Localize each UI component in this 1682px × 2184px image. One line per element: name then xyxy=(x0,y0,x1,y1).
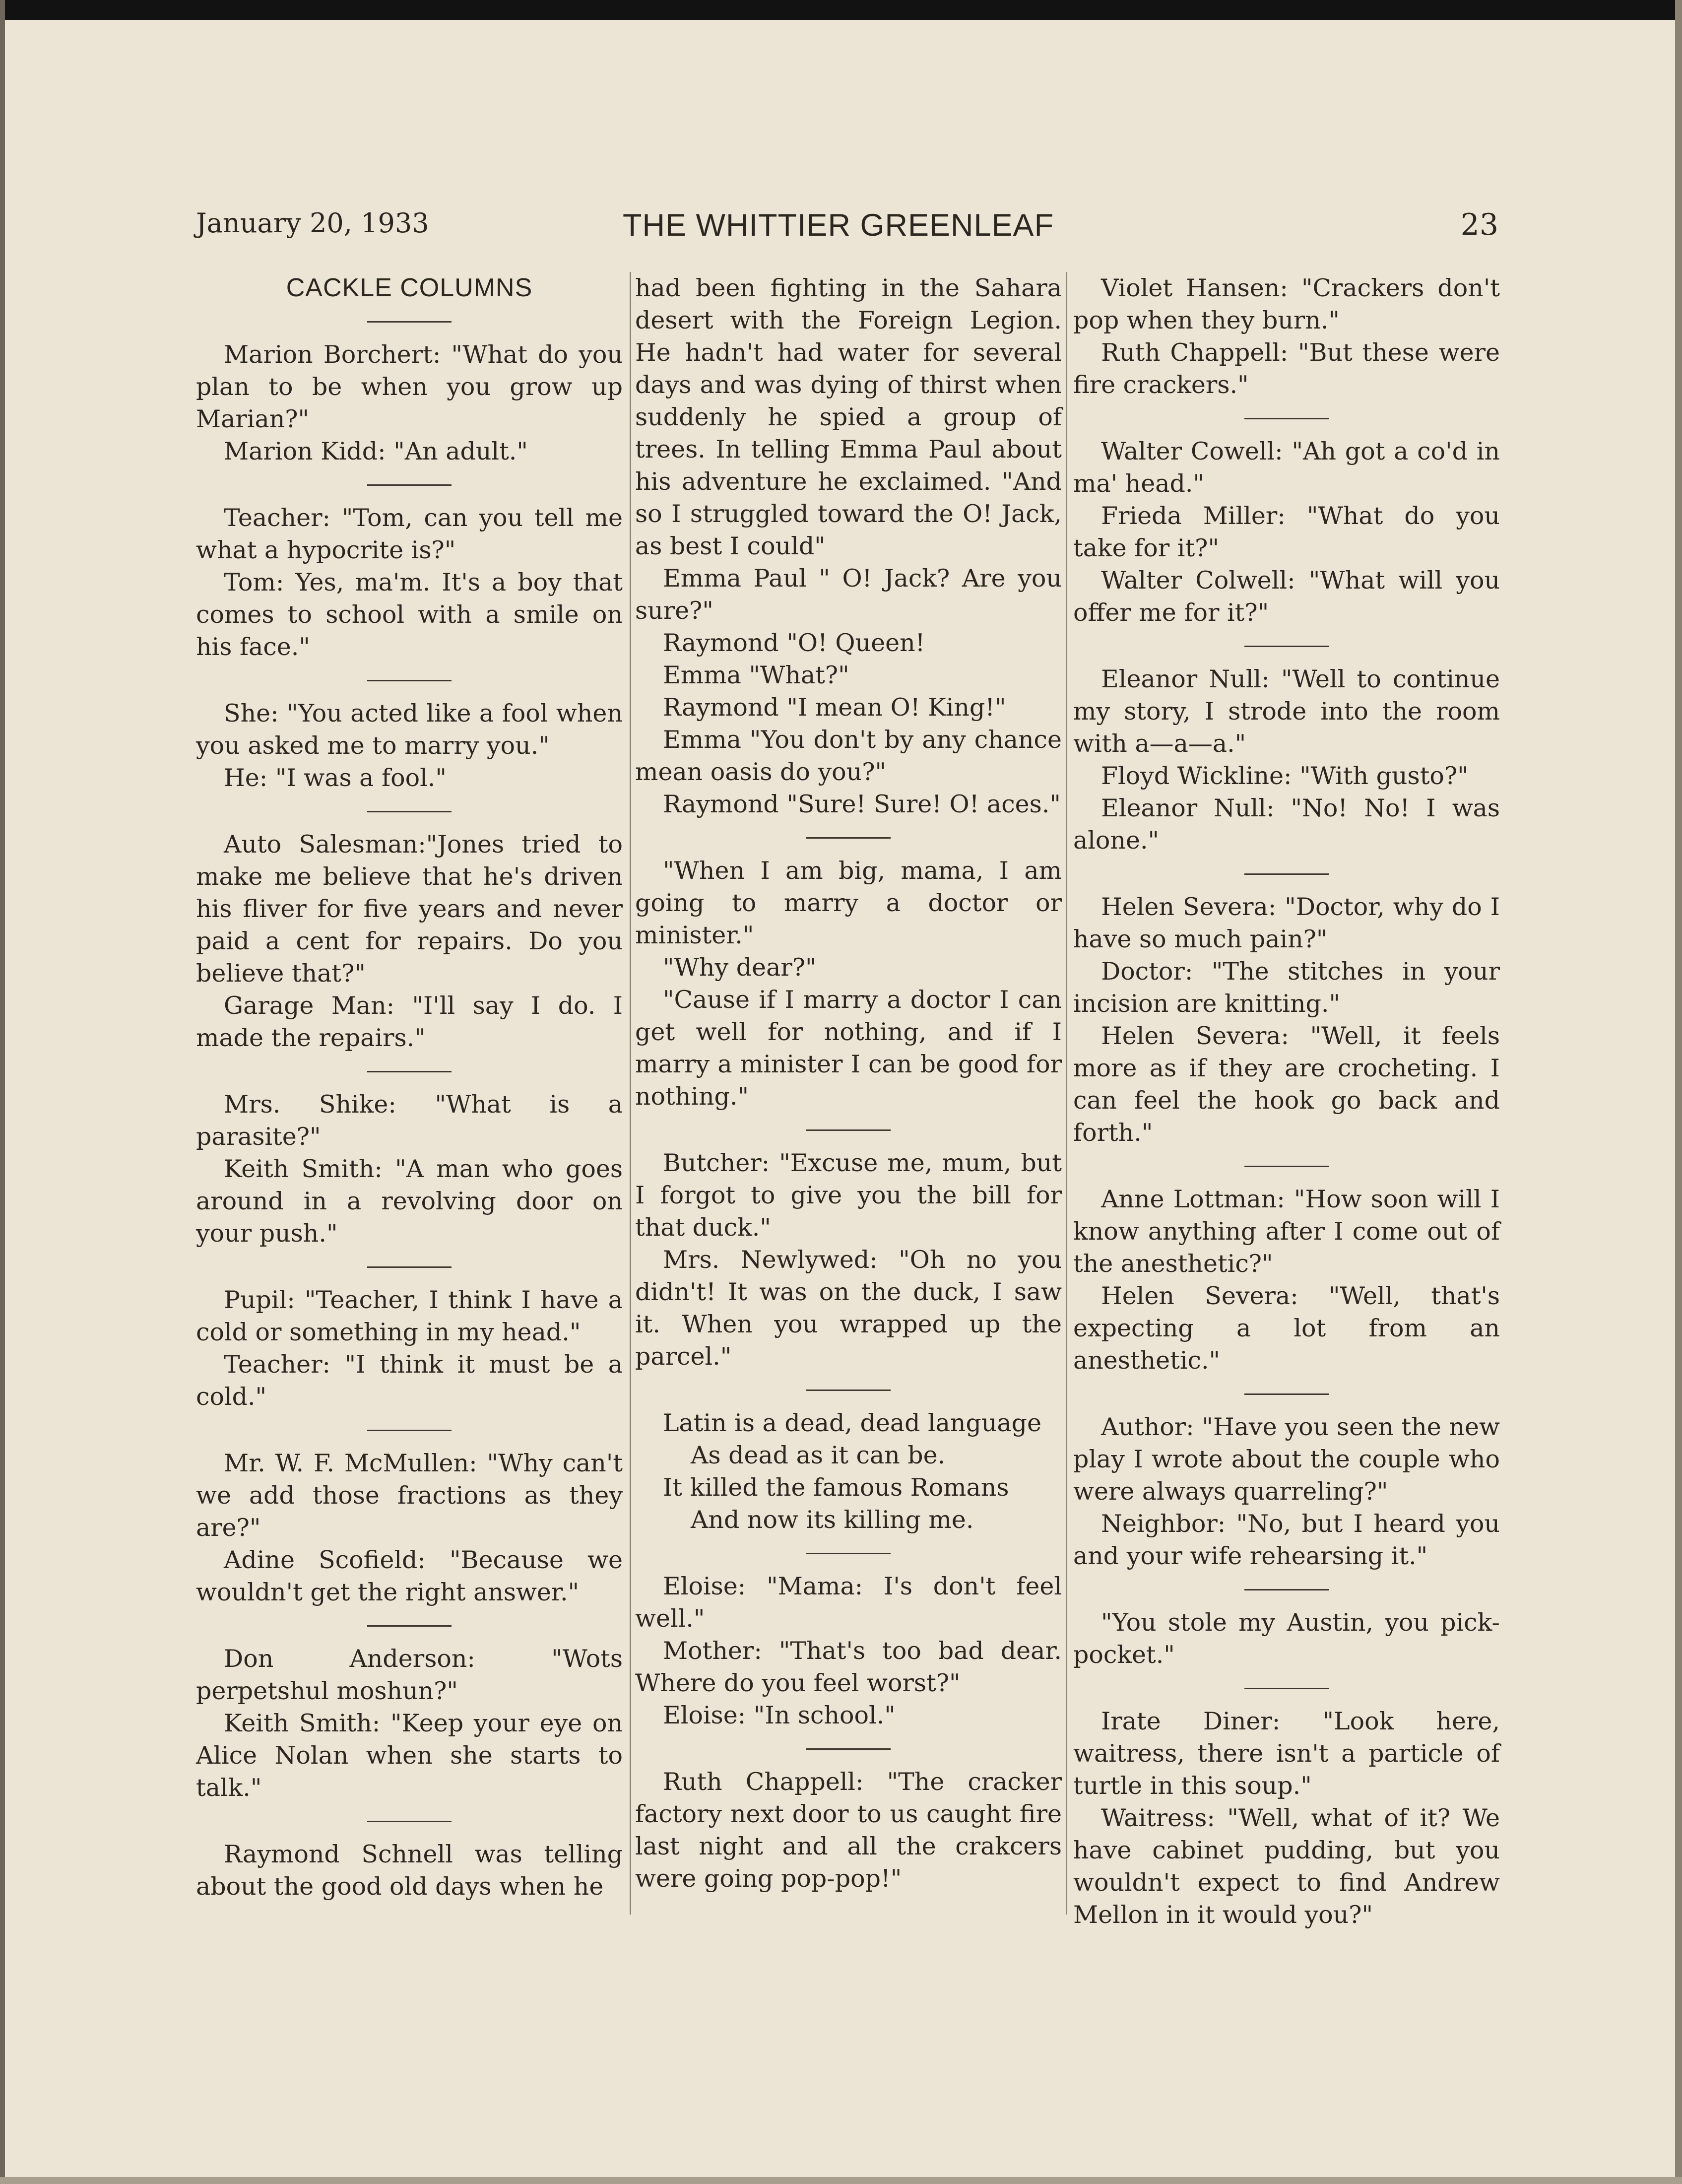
joke-line: Raymond "Sure! Sure! O! aces." xyxy=(663,790,1061,818)
separator-rule xyxy=(367,1430,452,1431)
section-heading: CACKLE COLUMNS xyxy=(286,273,533,302)
page-number: 23 xyxy=(1460,207,1498,242)
joke-line: Teacher: "I think it must be a cold." xyxy=(196,1350,623,1411)
separator-rule xyxy=(806,1390,891,1391)
publication-title: THE WHITTIER GREENLEAF xyxy=(623,208,1054,243)
separator-rule xyxy=(367,1625,452,1627)
joke-line: Tom: Yes, ma'm. It's a boy that comes to school with a smile on his face." xyxy=(196,568,623,661)
joke-line: Doctor: "The stitches in your incision are knitting." xyxy=(1073,957,1500,1018)
joke-line: "You stole my Austin, you pick-pocket." xyxy=(1073,1608,1500,1669)
joke-line: Mother: "That's too bad dear. Where do you feel worst?" xyxy=(635,1637,1062,1697)
column-rule xyxy=(1066,272,1067,1915)
poem-line: Latin is a dead, dead language xyxy=(663,1409,1041,1437)
joke-line: Author: "Have you seen the new play I wrote about the couple who were always quarreling?" xyxy=(1073,1413,1500,1506)
column-3 xyxy=(1073,272,1500,1929)
joke-line: Irate Diner: "Look here, waitress, there isn't a particle of turtle in this soup." xyxy=(1073,1707,1500,1800)
joke-line: Garage Man: "I'll say I do. I made the repairs." xyxy=(196,992,623,1052)
separator-rule xyxy=(367,321,452,323)
joke-line: Raymond "I mean O! King!" xyxy=(663,693,1006,722)
poem-line: It killed the famous Romans xyxy=(663,1473,1009,1502)
column-2 xyxy=(635,272,1062,1929)
joke-line: Raymond Schnell was telling about the good old days when he xyxy=(196,1840,623,1901)
separator-rule xyxy=(1244,646,1329,647)
page-right-edge xyxy=(1675,0,1682,2184)
joke-line: "Cause if I marry a doctor I can get well for nothing, and if I marry a minister I can be good for nothing." xyxy=(635,986,1062,1111)
joke-line: "When I am big, mama, I am going to marry a doctor or minister." xyxy=(635,857,1062,949)
separator-rule xyxy=(1244,418,1329,419)
page-bottom-edge xyxy=(0,2177,1682,2184)
joke-line: Eleanor Null: "No! No! I was alone." xyxy=(1073,794,1500,855)
joke-line: Mrs. Newlywed: "Oh no you didn't! It was on the duck, I saw it. When you wrapped up the parcel." xyxy=(635,1246,1062,1371)
column-rule xyxy=(630,272,631,1915)
joke-line: "Why dear?" xyxy=(663,953,817,982)
joke-line: Eleanor Null: "Well to continue my story, I strode into the room with a—a—a." xyxy=(1073,665,1500,758)
separator-rule xyxy=(367,811,452,812)
separator-rule xyxy=(367,680,452,681)
separator-rule xyxy=(806,837,891,839)
poem-line: And now its killing me. xyxy=(691,1506,974,1534)
column-1 xyxy=(196,272,623,1929)
joke-line: Ruth Chappell: "The cracker factory next door to us caught fire last night and all the crakcers were going pop-pop!" xyxy=(635,1768,1062,1893)
separator-rule xyxy=(806,1129,891,1131)
joke-line: Keith Smith: "Keep your eye on Alice Nolan when she starts to talk." xyxy=(196,1709,623,1802)
joke-line: Helen Severa: "Well, it feels more as if they are crocheting. I can feel the hook go back and forth." xyxy=(1073,1022,1500,1147)
joke-line: Floyd Wickline: "With gusto?" xyxy=(1101,762,1469,790)
joke-line: Neighbor: "No, but I heard you and your wife rehearsing it." xyxy=(1073,1510,1500,1570)
joke-line: Auto Salesman:"Jones tried to make me believe that he's driven his fliver for five years and never paid a cent for repairs. Do you believe that?" xyxy=(196,830,623,988)
joke-line: Ruth Chappell: "But these were fire crackers." xyxy=(1073,338,1500,399)
joke-line: Frieda Miller: "What do you take for it?" xyxy=(1073,502,1500,562)
joke-line: Marion Borchert: "What do you plan to be when you grow up Marian?" xyxy=(196,340,623,433)
joke-line: Keith Smith: "A man who goes around in a revolving door on your push." xyxy=(196,1155,623,1248)
separator-rule xyxy=(1244,1589,1329,1590)
separator-rule xyxy=(367,1071,452,1072)
joke-line: Helen Severa: "Doctor, why do I have so much pain?" xyxy=(1073,893,1500,953)
joke-line: Eloise: "Mama: I's don't feel well." xyxy=(635,1572,1062,1633)
joke-line: She: "You acted like a fool when you asked me to marry you." xyxy=(196,699,623,760)
joke-line: Helen Severa: "Well, that's expecting a lot from an anesthetic." xyxy=(1073,1282,1500,1375)
joke-line: Pupil: "Teacher, I think I have a cold or something in my head." xyxy=(196,1286,623,1346)
joke-line: Marion Kidd: "An adult." xyxy=(224,437,528,465)
joke-line: Anne Lottman: "How soon will I know anything after I come out of the anesthetic?" xyxy=(1073,1185,1500,1278)
joke-line: Butcher: "Excuse me, mum, but I forgot to give you the bill for that duck." xyxy=(635,1149,1062,1242)
joke-line: Violet Hansen: "Crackers don't pop when they burn." xyxy=(1073,274,1500,334)
page-top-edge xyxy=(0,0,1682,20)
running-header xyxy=(196,203,1498,258)
separator-rule xyxy=(806,1553,891,1554)
joke-line: had been fighting in the Sahara desert with the Foreign Legion. He hadn't had water for several days and was dying of thirst when suddenly he spied a group of trees. In telling Emma Paul about his adventure he exclaimed. "And so I struggled toward the O! Jack, as best I could" xyxy=(635,274,1062,560)
joke-line: Don Anderson: "Wots perpetshul moshun?" xyxy=(196,1645,623,1705)
joke-line: Walter Cowell: "Ah got a co'd in ma' head." xyxy=(1073,437,1500,498)
joke-line: Adine Scofield: "Because we wouldn't get the right answer." xyxy=(196,1546,623,1606)
joke-line: Mrs. Shike: "What is a parasite?" xyxy=(196,1090,623,1151)
joke-line: Teacher: "Tom, can you tell me what a hypocrite is?" xyxy=(196,504,623,564)
separator-rule xyxy=(1244,873,1329,875)
separator-rule xyxy=(1244,1166,1329,1167)
joke-line: Emma Paul " O! Jack? Are you sure?" xyxy=(635,564,1062,625)
issue-date: January 20, 1933 xyxy=(196,207,429,239)
separator-rule xyxy=(367,1821,452,1822)
joke-line: Emma "You don't by any chance mean oasis do you?" xyxy=(635,726,1062,786)
separator-rule xyxy=(367,1266,452,1268)
joke-line: Raymond "O! Queen! xyxy=(663,629,925,657)
page-left-edge xyxy=(0,0,5,2184)
joke-line: Walter Colwell: "What will you offer me for it?" xyxy=(1073,566,1500,627)
separator-rule xyxy=(1244,1688,1329,1689)
joke-line: Eloise: "In school." xyxy=(663,1701,896,1729)
poem-line: As dead as it can be. xyxy=(691,1441,946,1469)
joke-line: Emma "What?" xyxy=(663,661,849,689)
separator-rule xyxy=(1244,1393,1329,1395)
joke-line: Waitress: "Well, what of it? We have cabinet pudding, but you wouldn't expect to find Andrew Mellon in it would you?" xyxy=(1073,1804,1500,1929)
separator-rule xyxy=(367,484,452,486)
joke-line: Mr. W. F. McMullen: "Why can't we add those fractions as they are?" xyxy=(196,1449,623,1542)
separator-rule xyxy=(806,1748,891,1750)
joke-line: He: "I was a fool." xyxy=(224,764,447,792)
